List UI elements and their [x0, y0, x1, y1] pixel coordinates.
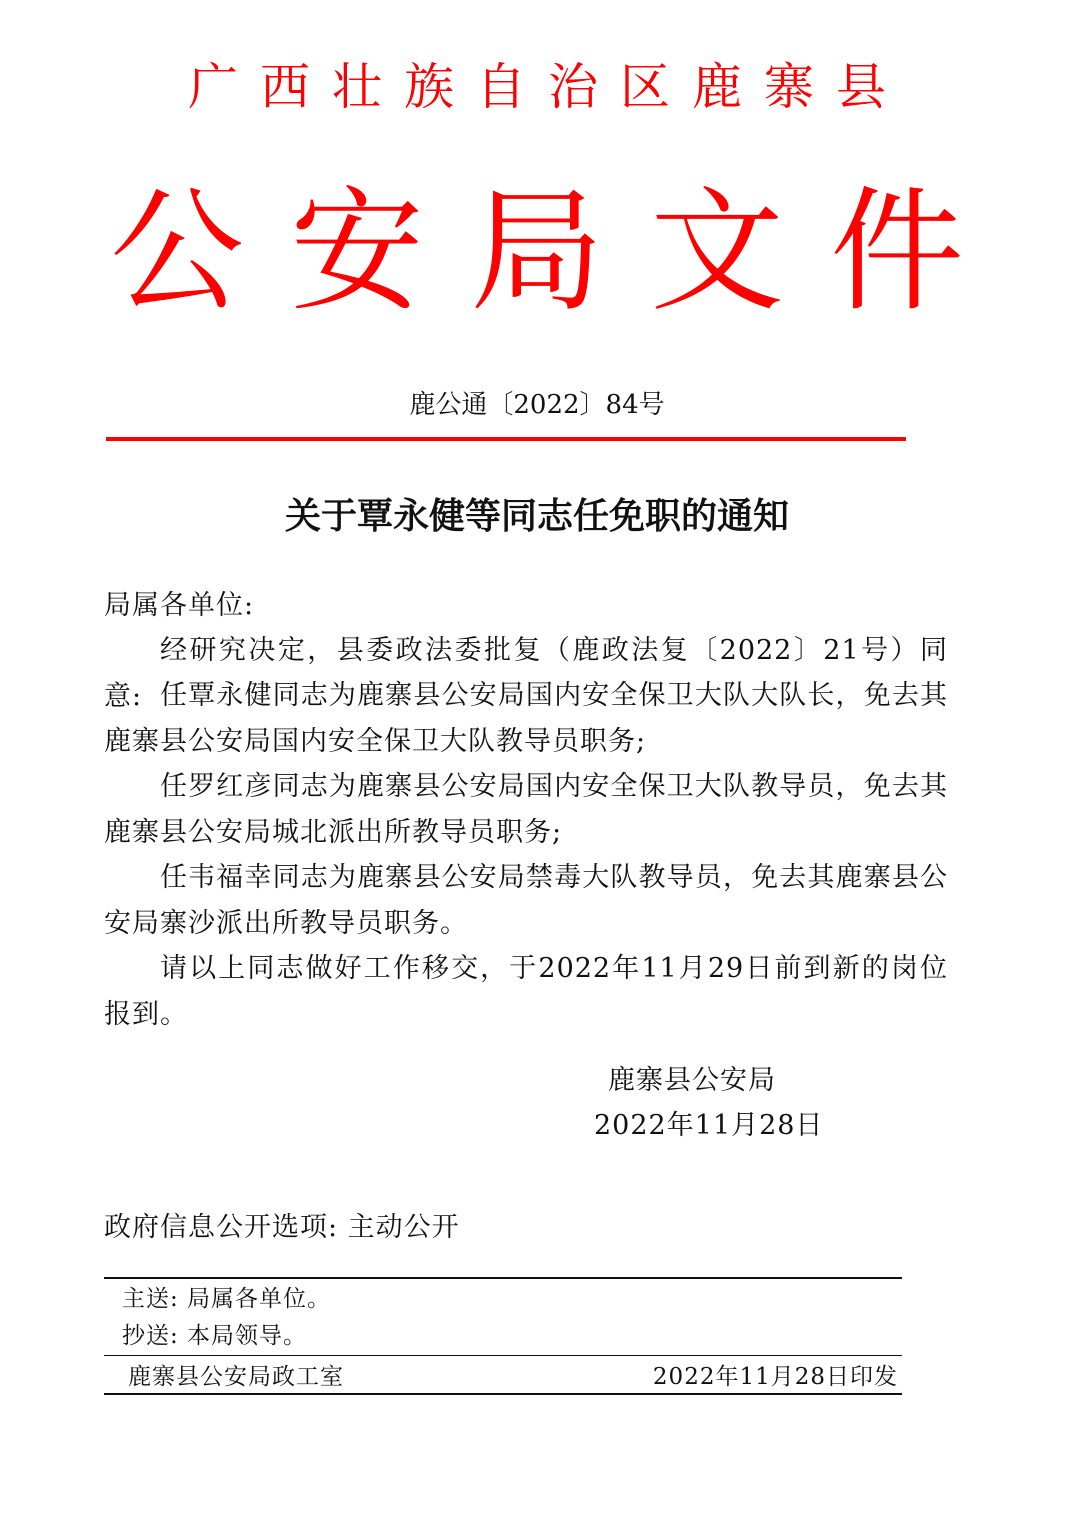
- body-paragraph: 任罗红彦同志为鹿寨县公安局国内安全保卫大队教导员，免去其鹿寨县公安局城北派出所教导员职务;: [104, 771, 948, 848]
- signature-organization: 鹿寨县公安局: [608, 1065, 776, 1096]
- document-number: 鹿公通〔2022〕84号: [409, 390, 665, 420]
- cc-recipients: 抄送: 本局领导。: [122, 1323, 308, 1349]
- distribution-top-rule: [104, 1277, 902, 1279]
- body-paragraph: 任覃永健同志为鹿寨县公安局国内安全保卫大队大队长，免去其鹿寨县公安局国内安全保卫大队教导员职务;: [104, 680, 948, 757]
- main-recipients: 主送: 局属各单位。: [122, 1286, 332, 1312]
- print-date: 2022年11月28日印发: [652, 1364, 898, 1390]
- distribution-bottom-rule: [104, 1393, 902, 1395]
- document-type-header: 公安局文件: [109, 174, 1010, 330]
- signature-date: 2022年11月28日: [594, 1110, 824, 1141]
- issuing-region-header: 广西壮族自治区鹿寨县: [188, 58, 908, 116]
- body-paragraph: 经研究决定，县委政法委批复（鹿政法复〔2022〕21号）同意:: [104, 635, 948, 712]
- distribution-middle-rule: [104, 1355, 902, 1356]
- body-paragraph: 任韦福幸同志为鹿寨县公安局禁毒大队教导员，免去其鹿寨县公安局寨沙派出所教导员职务。: [104, 862, 948, 939]
- body-paragraph: 请以上同志做好工作移交，于2022年11月29日前到新的岗位报到。: [104, 953, 948, 1030]
- disclosure-option: 政府信息公开选项: 主动公开: [104, 1212, 460, 1243]
- issuing-office: 鹿寨县公安局政工室: [128, 1364, 344, 1390]
- salutation: 局属各单位:: [104, 590, 255, 621]
- document-title: 关于覃永健等同志任免职的通知: [284, 495, 789, 537]
- red-separator-line: [106, 437, 906, 441]
